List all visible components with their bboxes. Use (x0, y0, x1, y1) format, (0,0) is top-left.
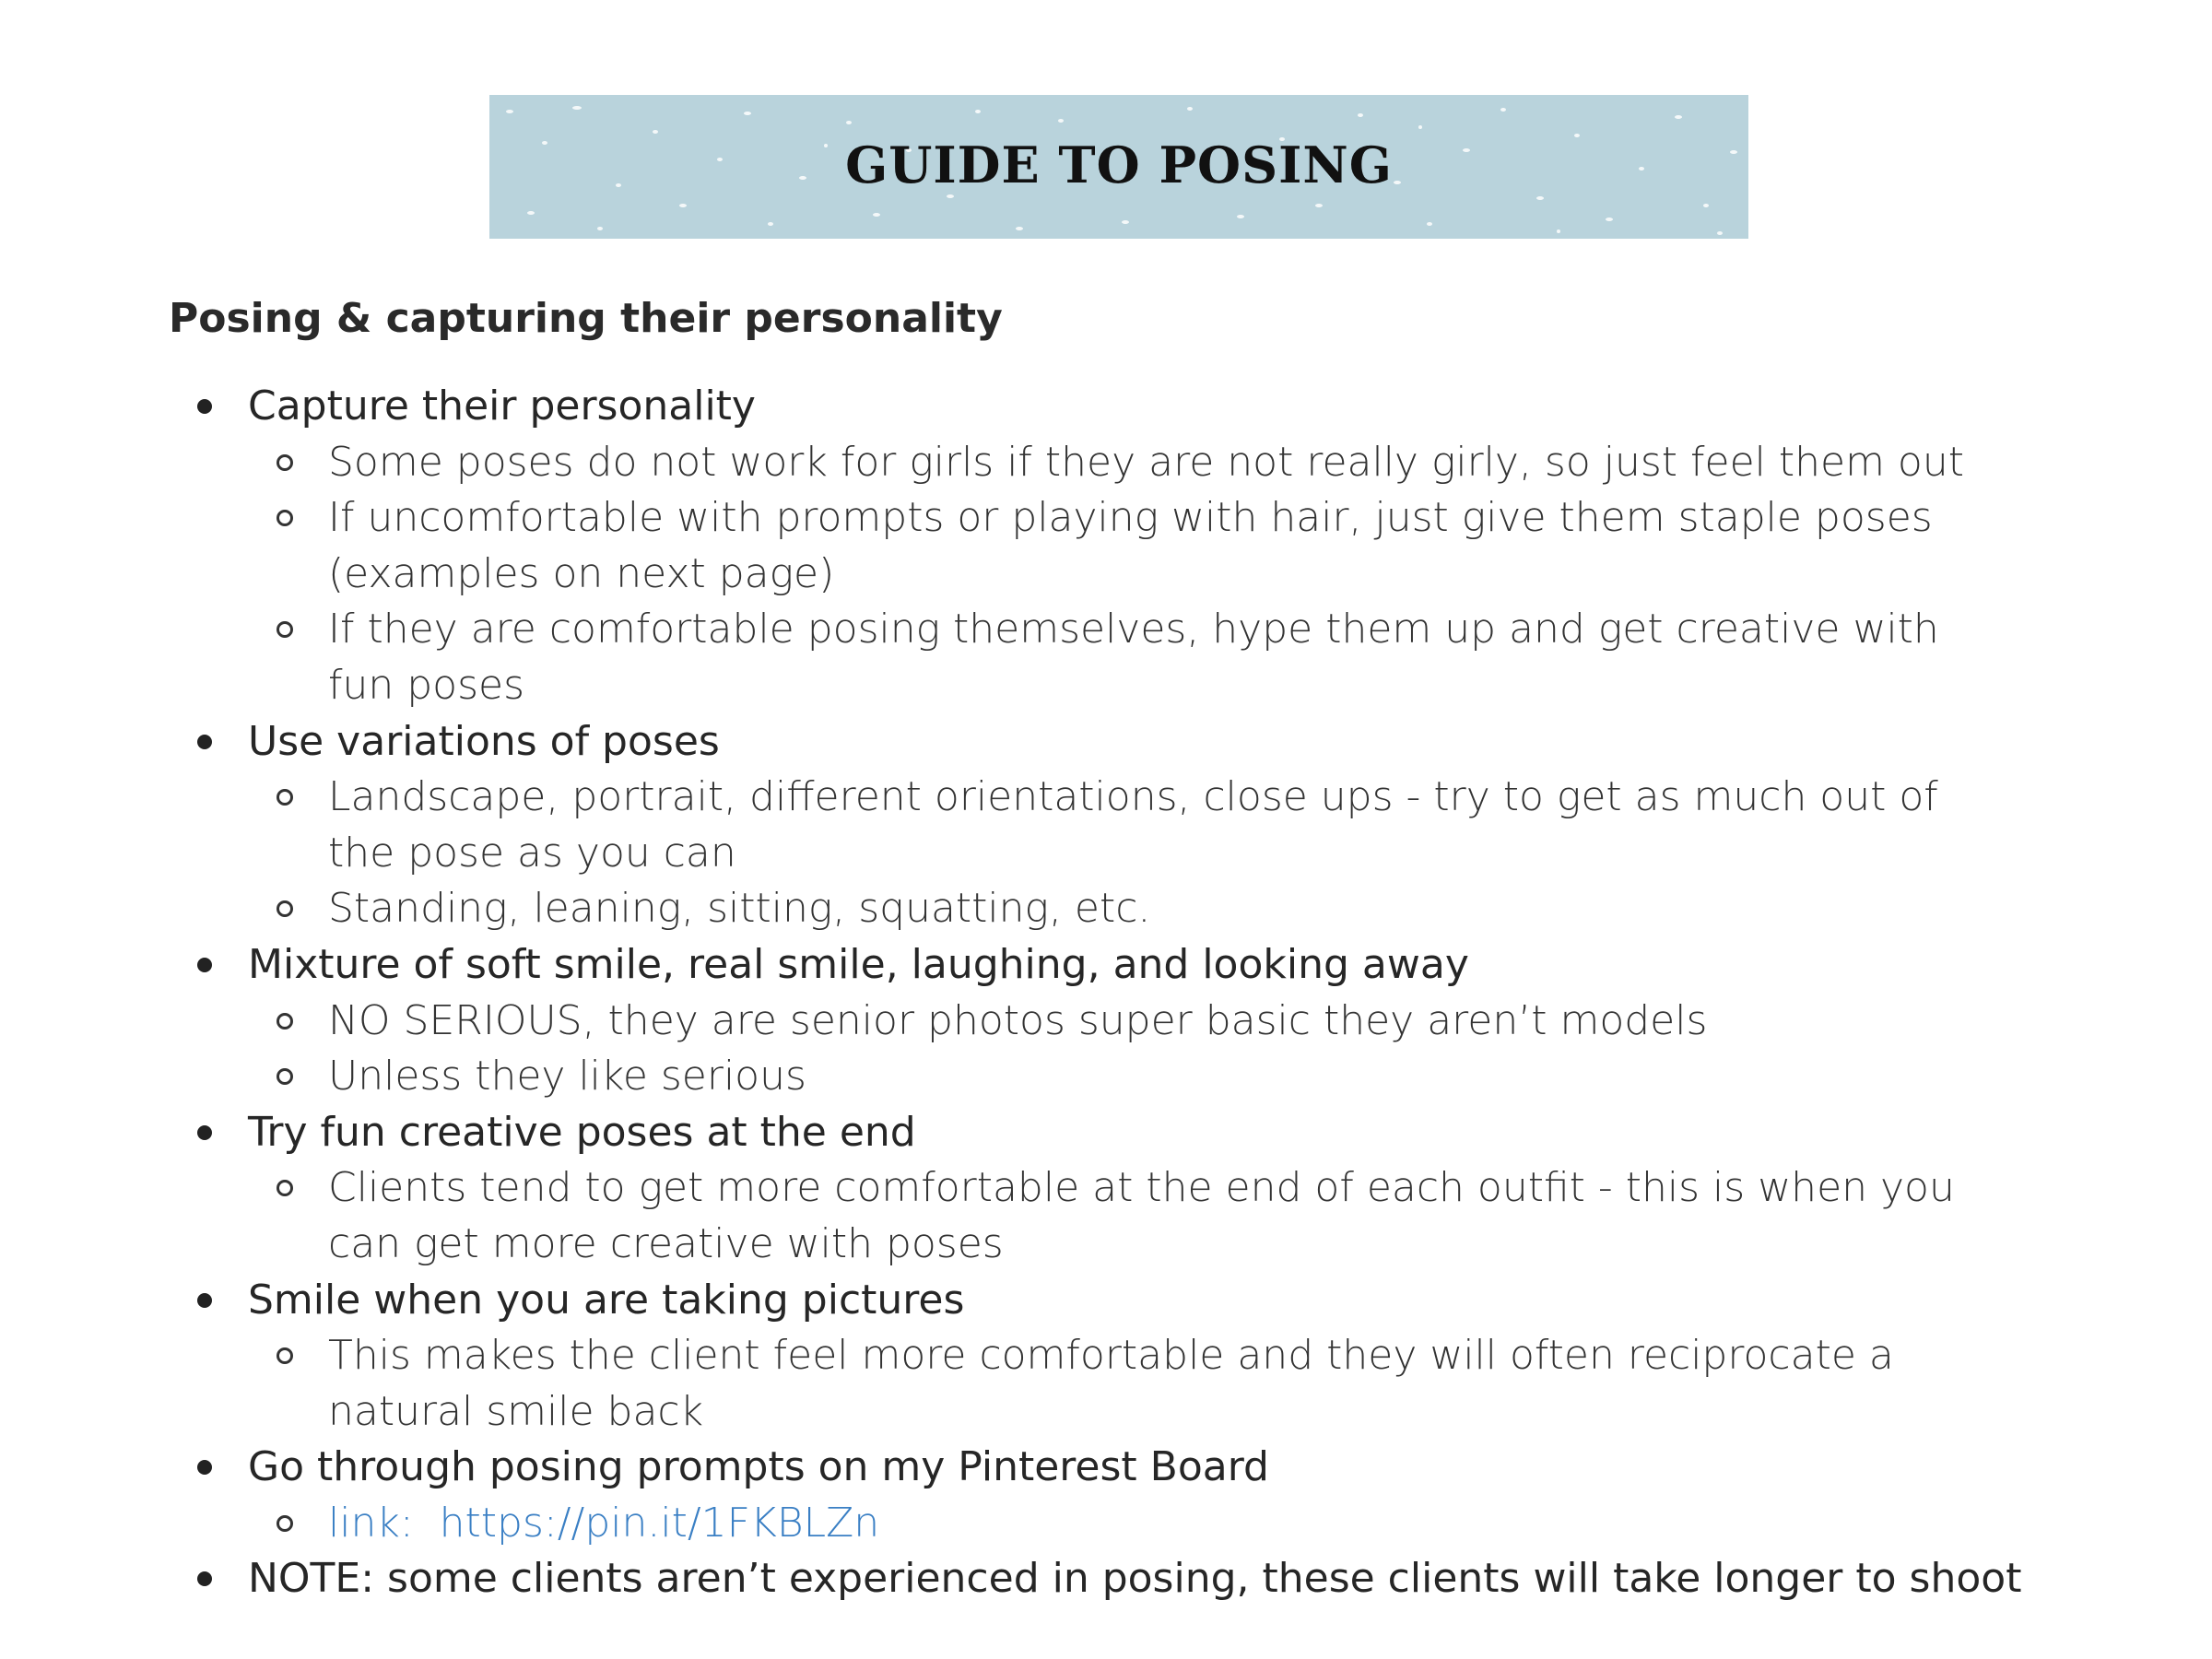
pinterest-board-link[interactable]: https://pin.it/1FKBLZn (439, 1499, 880, 1547)
sub-list-item: If they are comfortable posing themselves, hype them up and get creative with fun poses (0, 602, 1987, 713)
list-item: Use variations of poses (0, 714, 2212, 771)
bullet-circle-icon (276, 1068, 293, 1085)
bullet-circle-icon (276, 1515, 293, 1532)
bullet-circle-icon (276, 1180, 293, 1196)
bullet-disc-icon (197, 1293, 212, 1308)
list-item: Go through posing prompts on my Pinterest Board (0, 1440, 2212, 1496)
sub-list-item: Standing, leaning, sitting, squatting, etc. (0, 881, 1987, 937)
list-item: Capture their personality (0, 379, 2212, 435)
sub-list-item-link (0, 1496, 1987, 1552)
link-label: link: (328, 1499, 414, 1547)
sub-list-item: Landscape, portrait, different orientations, close ups - try to get as much out of the pose as you can (0, 770, 1987, 881)
bullet-circle-icon (276, 900, 293, 917)
list-item: Try fun creative poses at the end (0, 1105, 2212, 1161)
bullet-disc-icon (197, 958, 212, 972)
bullet-circle-icon (276, 1347, 293, 1364)
bullet-circle-icon (276, 1013, 293, 1030)
list-item: Mixture of soft smile, real smile, laughing, and looking away (0, 937, 2212, 994)
bullet-disc-icon (197, 1571, 212, 1586)
section-heading: Posing & capturing their personality (169, 295, 1003, 342)
bullet-list (0, 379, 2212, 1607)
list-item: NOTE: some clients aren’t experienced in posing, these clients will take longer to shoot (0, 1551, 2212, 1607)
sub-list-item: NO SERIOUS, they are senior photos super basic they aren’t models (0, 994, 1987, 1050)
sub-list-item: Some poses do not work for girls if they are not really girly, so just feel them out (0, 435, 1987, 491)
sub-list-item: If uncomfortable with prompts or playing with hair, just give them staple poses (examples on next page) (0, 490, 1987, 602)
bullet-circle-icon (276, 454, 293, 471)
sub-list-item: Clients tend to get more comfortable at the end of each outfit - this is when you can get more creative with poses (0, 1160, 1987, 1272)
sub-list-item: Unless they like serious (0, 1049, 1987, 1105)
bullet-circle-icon (276, 789, 293, 806)
sub-list-item: This makes the client feel more comfortable and they will often reciprocate a natural smile back (0, 1328, 1987, 1440)
bullet-disc-icon (197, 735, 212, 749)
page-title: GUIDE TO POSING (845, 135, 1393, 194)
bullet-disc-icon (197, 1125, 212, 1140)
bullet-disc-icon (197, 1460, 212, 1475)
bullet-disc-icon (197, 399, 212, 414)
bullet-circle-icon (276, 621, 293, 638)
list-item: Smile when you are taking pictures (0, 1273, 2212, 1329)
bullet-circle-icon (276, 510, 293, 526)
title-banner (489, 95, 1748, 239)
